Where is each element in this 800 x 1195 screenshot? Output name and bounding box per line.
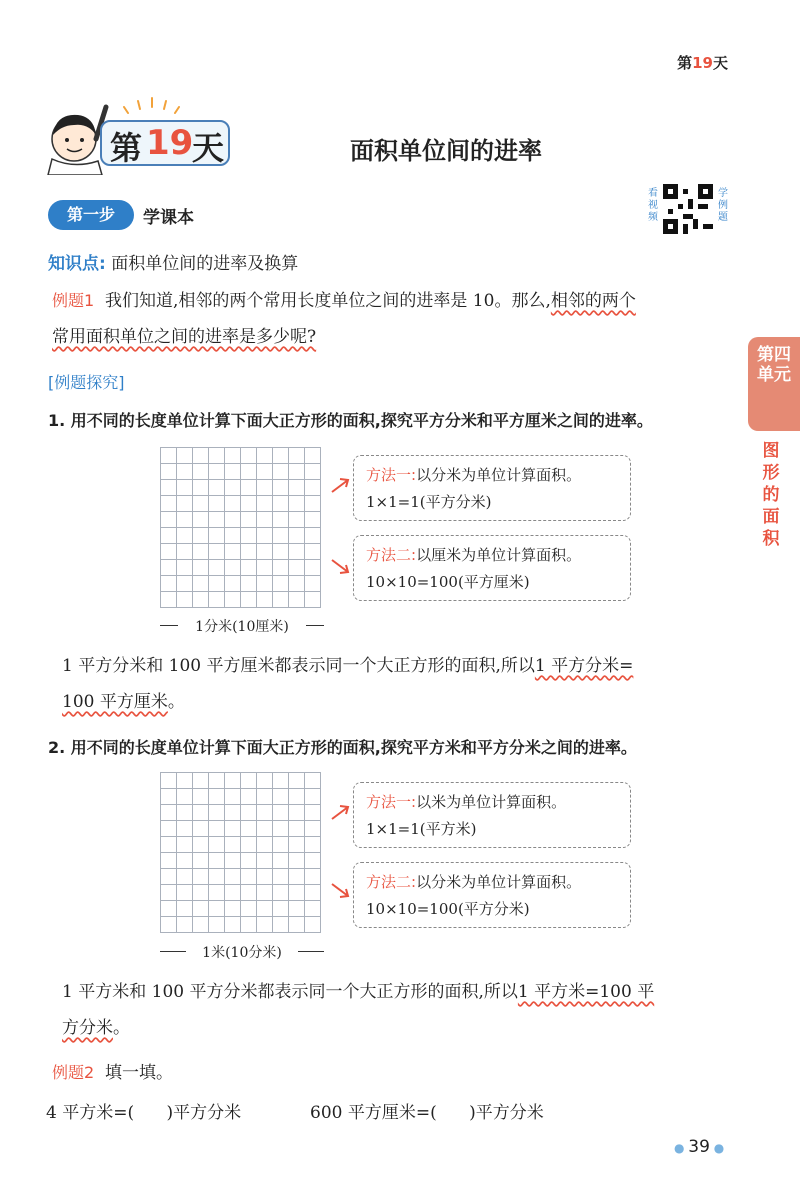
step-pill: 第一步	[48, 200, 134, 230]
example2-item2: 600 平方厘米=( )平方分米	[310, 1103, 544, 1123]
q2-conclusion	[62, 974, 732, 1046]
q1-conclusion-text: 1 平方分米和 100 平方厘米都表示同一个大正方形的面积,所以	[62, 656, 535, 676]
knowledge-label: 知识点:	[48, 254, 106, 274]
q1-conclusion	[62, 648, 732, 720]
q2-method2-desc: 以分米为单位计算面积。	[416, 873, 582, 891]
q2-method2-formula: 10×10=100(平方分米)	[366, 900, 530, 918]
q2-method2-box	[353, 862, 631, 928]
explore-label: [例题探究]	[48, 373, 125, 392]
q1-dimension-label: 1分米(10厘米)	[195, 619, 289, 635]
sparkle-rays-icon	[120, 95, 180, 117]
q1-method2-box	[353, 535, 631, 601]
day-prefix: 第	[677, 54, 693, 72]
sidebar-topic-label: 图形的面积	[762, 441, 780, 549]
example1-highlight-1: 相邻的两个	[550, 291, 636, 311]
example1-text: 我们知道,相邻的两个常用长度单位之间的进率是 10。那么,	[105, 291, 551, 311]
q2-dimension	[158, 942, 326, 962]
q1-method1-formula: 1×1=1(平方分米)	[366, 493, 492, 511]
example2-line	[52, 1058, 173, 1083]
qr-right-label: 学例题	[718, 188, 728, 223]
example1-highlight-2: 常用面积单位之间的进率是多少呢?	[52, 327, 317, 347]
example2-text: 填一填。	[105, 1063, 173, 1083]
badge-number: 19	[146, 123, 194, 163]
q1-method2-label: 方法二:	[366, 546, 417, 564]
dot-icon: ●	[709, 1141, 725, 1155]
page-day-marker	[677, 52, 728, 73]
q1-conclusion-highlight-2: 100 平方厘米	[62, 692, 168, 712]
example2-item1: 4 平方米=( )平方分米	[46, 1103, 242, 1123]
day-suffix: 天	[712, 54, 728, 72]
sidebar-unit-label: 第四单元	[757, 345, 791, 385]
step-label: 学课本	[143, 208, 194, 228]
badge-prefix: 第	[110, 129, 143, 167]
sidebar-unit-tab[interactable]	[748, 337, 800, 431]
dot-icon: ●	[674, 1141, 689, 1155]
q1-heading: 1. 用不同的长度单位计算下面大正方形的面积,探究平方分米和平方厘米之间的进率。	[48, 411, 653, 430]
arrow-up-right-icon	[330, 803, 352, 823]
q2-conclusion-highlight-1: 1 平方米=100 平	[517, 982, 655, 1002]
q2-dimension-label: 1米(10分米)	[202, 945, 282, 961]
q1-grid-square	[160, 447, 321, 608]
day-number: 19	[692, 54, 713, 72]
knowledge-point	[48, 249, 298, 274]
q2-method1-label: 方法一:	[366, 793, 417, 811]
knowledge-text: 面积单位间的进率及换算	[111, 254, 299, 274]
q1-method1-label: 方法一:	[366, 466, 417, 484]
page-number	[674, 1137, 724, 1157]
q2-conclusion-end: 。	[113, 1018, 130, 1038]
q2-method1-box	[353, 782, 631, 848]
page-number-value: 39	[688, 1137, 710, 1157]
qr-code-icon[interactable]	[663, 184, 713, 234]
q2-method1-desc: 以米为单位计算面积。	[416, 793, 567, 811]
badge-suffix: 天	[192, 129, 225, 167]
page-title: 面积单位间的进率	[350, 137, 542, 165]
q1-method2-formula: 10×10=100(平方厘米)	[366, 573, 530, 591]
example2-label: 例题2	[52, 1063, 95, 1082]
arrow-down-right-icon	[330, 556, 352, 576]
q2-method2-label: 方法二:	[366, 873, 417, 891]
q1-method2-desc: 以厘米为单位计算面积。	[416, 546, 582, 564]
q2-conclusion-highlight-2: 方分米	[62, 1018, 113, 1038]
qr-left-label: 看视频	[648, 188, 658, 223]
q1-conclusion-highlight-1: 1 平方分米=	[534, 656, 634, 676]
day-badge	[100, 120, 230, 166]
example1-label: 例题1	[52, 291, 95, 310]
q1-dimension	[158, 616, 326, 636]
arrow-up-right-icon	[330, 476, 352, 496]
q2-method1-formula: 1×1=1(平方米)	[366, 820, 477, 838]
arrow-down-right-icon	[330, 880, 352, 900]
q2-conclusion-text: 1 平方米和 100 平方分米都表示同一个大正方形的面积,所以	[62, 982, 518, 1002]
q1-conclusion-end: 。	[167, 692, 185, 712]
example1-paragraph	[52, 283, 732, 355]
q2-heading: 2. 用不同的长度单位计算下面大正方形的面积,探究平方米和平方分米之间的进率。	[48, 738, 637, 757]
q2-grid-square	[160, 772, 321, 933]
q1-method1-box	[353, 455, 631, 521]
q1-method1-desc: 以分米为单位计算面积。	[416, 466, 582, 484]
